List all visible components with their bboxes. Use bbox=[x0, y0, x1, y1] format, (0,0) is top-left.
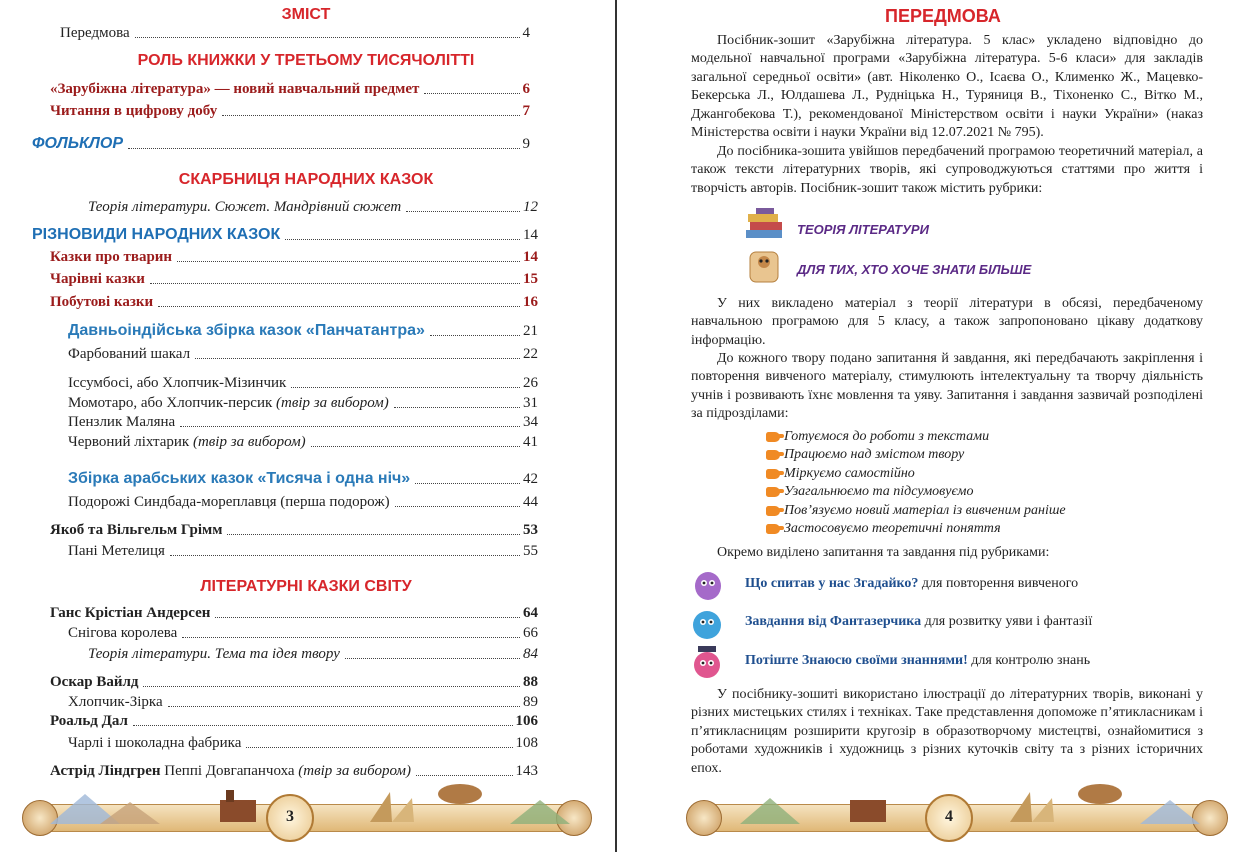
rubric-line-fantazerchyk: Завдання від Фантазерчика для розвитку уяви і фантазії bbox=[745, 614, 1093, 629]
toc-arabian-nights[interactable]: Збірка арабських казок «Тисяча і одна ніч» 42 bbox=[68, 470, 538, 487]
preface-paragraph-1: Посібник-зошит «Зарубіжна література. 5 клас» укладено відповідно до модельної навчальної програми «Зарубіжна література. 5-6 класи» для закладів загальної середньої освіти» (авт. Ніколенко О., Ісаєва О., Клименко Ж., Мацевко-Бекерська Л., Юлдашева Л., Рудніцька Н., Туряниця В., Тіхоненко С., Вітко М., Джангобекова Т.), рекомендованої Міністерством освіти і науки України» (наказ Міністерства освіти і науки України від 12.07.2021 № 795). bbox=[691, 33, 1203, 141]
toc-lindgren[interactable]: Астрід Ліндгрен Пеппі Довгапанчоха (твір за вибором) 143 bbox=[50, 763, 538, 779]
page-number-right: 4 bbox=[925, 794, 973, 842]
toc-dahl[interactable]: Роальд Дал 106 bbox=[50, 713, 538, 729]
znayusya-character-icon bbox=[688, 644, 726, 680]
preface-paragraph-2: До посібника-зошита увійшов передбачений програмою теоретичний матеріал, а також тексти літературних творів, які супроводжуються статтями про життя і творчість авторів. Посібник-зошит також містить рубрики: bbox=[691, 144, 1203, 196]
toc-theory-plot[interactable]: Теорія літератури. Сюжет. Мандрівний сюжет 12 bbox=[88, 199, 538, 215]
toc-mother-holle[interactable]: Пані Метелиця 55 bbox=[68, 543, 538, 559]
rubric-line-zgadaiko: Що спитав у нас Згадайко? для повторення вивченого bbox=[745, 576, 1079, 591]
toc-new-subject[interactable]: «Зарубіжна література» — новий навчальний предмет 6 bbox=[50, 81, 530, 97]
toc-animal-tales[interactable]: Казки про тварин 14 bbox=[50, 249, 538, 265]
subsection-item: Працюємо над змістом твору bbox=[766, 446, 964, 464]
rubric-more-knowledge: ДЛЯ ТИХ, ХТО ХОЧЕ ЗНАТИ БІЛЬШЕ bbox=[797, 262, 1032, 277]
toc-painted-jackal[interactable]: Фарбований шакал 22 bbox=[68, 346, 538, 362]
subsection-item: Готуємося до роботи з текстами bbox=[766, 428, 989, 446]
pointing-hand-icon bbox=[766, 524, 780, 534]
section-heading-folk-tales: СКАРБНИЦЯ НАРОДНИХ КАЗОК bbox=[178, 171, 434, 188]
toc-preface[interactable]: Передмова 4 bbox=[60, 25, 530, 41]
toc-red-lantern[interactable]: Червоний ліхтарик (твір за вибором) 41 bbox=[68, 434, 538, 450]
pointing-hand-icon bbox=[766, 450, 780, 460]
toc-sinbad[interactable]: Подорожі Синдбада-мореплавця (перша подорож) 44 bbox=[68, 494, 538, 510]
section-heading-literary-tales: ЛІТЕРАТУРНІ КАЗКИ СВІТУ bbox=[200, 578, 412, 595]
toc-title: ЗМІСТ bbox=[281, 6, 331, 23]
pointing-hand-icon bbox=[766, 506, 780, 516]
pointing-hand-icon bbox=[766, 487, 780, 497]
subsection-item: Узагальнюємо та підсумовуємо bbox=[766, 483, 973, 501]
subsection-item: Міркуємо самостійно bbox=[766, 465, 915, 483]
toc-panchatantra[interactable]: Давньоіндійська збірка казок «Панчатантра» 21 bbox=[68, 322, 538, 339]
theory-books-icon bbox=[742, 208, 788, 242]
toc-folklore[interactable]: ФОЛЬКЛОР 9 bbox=[32, 135, 530, 152]
left-page bbox=[0, 0, 612, 852]
fantazerchyk-character-icon bbox=[688, 606, 726, 642]
toc-star-child[interactable]: Хлопчик-Зірка 89 bbox=[68, 694, 538, 710]
subsection-item: Застосовуємо теоретичні поняття bbox=[766, 520, 1001, 538]
preface-paragraph-3: У них викладено матеріал з теорії літератури в обсязі, передбаченому навчальною програмою для 5 класу, а також запропоновано цікаву додаткову інформацію. bbox=[691, 296, 1203, 348]
toc-grimm[interactable]: Якоб та Вільгельм Грімм 53 bbox=[50, 522, 538, 538]
rubric-theory: ТЕОРІЯ ЛІТЕРАТУРИ bbox=[797, 222, 929, 237]
preface-paragraph-6: У посібнику-зошиті використано ілюстрації до літературних творів, виконані у різних мистецьких стилях і техніках. Таке представлення допоможе п’ятикласникам і п’ятикласницям розширити кругозір в образотворчому мистецтві, ознайомитися з роботами художників і художниць з різних куточків світу та з різних історичних епох. bbox=[691, 687, 1203, 776]
toc-momotaro[interactable]: Момотаро, або Хлопчик-персик (твір за вибором) 31 bbox=[68, 395, 538, 411]
pointing-hand-icon bbox=[766, 432, 780, 442]
toc-snow-queen[interactable]: Снігова королева 66 bbox=[68, 625, 538, 641]
toc-issumbosi[interactable]: Іссумбосі, або Хлопчик-Мізинчик 26 bbox=[68, 375, 538, 391]
toc-tale-kinds[interactable]: РІЗНОВИДИ НАРОДНИХ КАЗОК 14 bbox=[32, 226, 538, 243]
section-heading-book-role: РОЛЬ КНИЖКИ У ТРЕТЬОМУ ТИСЯЧОЛІТТІ bbox=[137, 52, 475, 69]
toc-everyday-tales[interactable]: Побутові казки 16 bbox=[50, 294, 538, 310]
toc-digital-reading[interactable]: Читання в цифрову добу 7 bbox=[50, 103, 530, 119]
page-divider bbox=[615, 0, 617, 852]
toc-magic-tales[interactable]: Чарівні казки 15 bbox=[50, 271, 538, 287]
rubric-line-znayusya: Потіште Знаюсю своїми знаннями! для контролю знань bbox=[745, 653, 1091, 668]
toc-chocolate-factory[interactable]: Чарлі і шоколадна фабрика 108 bbox=[68, 735, 538, 751]
scroll-owl-icon bbox=[744, 246, 784, 288]
toc-malyan-brush[interactable]: Пензлик Маляна 34 bbox=[68, 414, 538, 430]
toc-andersen[interactable]: Ганс Крістіан Андерсен 64 bbox=[50, 605, 538, 621]
preface-title: ПЕРЕДМОВА bbox=[885, 6, 1001, 26]
preface-paragraph-5: Окремо виділено запитання та завдання під рубриками: bbox=[717, 545, 1050, 560]
preface-paragraph-4: До кожного твору подано запитання й завдання, які передбачають закріплення і повторення вивченого матеріалу, стимулюють інтелектуальну та творчу діяльність учнів і розвивають їхнє мовлення та уяву. Запитання і завдання зазвичай розподілені за підрозділами: bbox=[691, 351, 1203, 422]
subsection-item: Пов’язуємо новий матеріал із вивченим раніше bbox=[766, 502, 1066, 520]
toc-wilde[interactable]: Оскар Вайлд 88 bbox=[50, 674, 538, 690]
pointing-hand-icon bbox=[766, 469, 780, 479]
page-number-left: 3 bbox=[266, 794, 314, 842]
toc-theory-theme[interactable]: Теорія літератури. Тема та ідея твору 84 bbox=[88, 646, 538, 662]
zgadaiko-character-icon bbox=[690, 568, 726, 602]
